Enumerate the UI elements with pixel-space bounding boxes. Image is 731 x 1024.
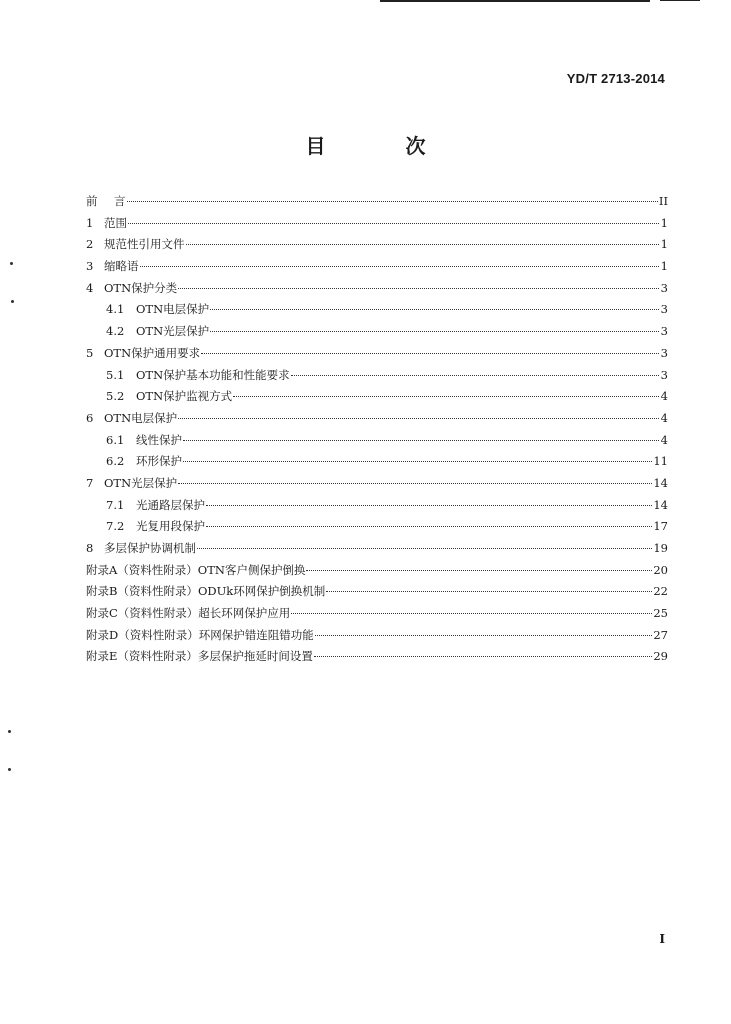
toc-entry[interactable] (86, 236, 668, 258)
toc-entry-page: 29 (653, 649, 668, 664)
toc-entry-label: 光通路层保护 (136, 497, 205, 512)
scan-speck (8, 730, 11, 733)
toc-leader-dots (178, 287, 659, 289)
toc-leader-dots (183, 460, 652, 462)
toc-leader-dots (197, 547, 652, 549)
toc-entry[interactable] (86, 453, 668, 475)
toc-leader-dots (186, 243, 660, 245)
toc-entry-number: 7 (86, 475, 94, 490)
toc-leader-dots (210, 308, 659, 310)
toc-entry-label: 附录A（资料性附录）OTN客户侧保护倒换 (86, 562, 306, 577)
toc-entry[interactable] (86, 540, 668, 562)
toc-leader-dots (128, 222, 659, 224)
toc-entry-label: 缩略语 (104, 259, 139, 274)
toc-entry-number: 3 (86, 259, 94, 274)
scan-edge-line-right (660, 0, 700, 1)
toc-entry-label: OTN电层保护 (104, 410, 178, 425)
page-title: 目 次 (305, 134, 456, 158)
toc-entry-number: 前 (86, 194, 98, 208)
toc-entry[interactable] (86, 432, 668, 454)
toc-entry-label: OTN电层保护 (136, 302, 210, 317)
scan-speck (8, 768, 11, 771)
toc-entry-label: 附录C（资料性附录）超长环网保护应用 (86, 606, 291, 621)
toc-entry-label: 范围 (104, 215, 127, 230)
toc-entry-page: 11 (653, 454, 668, 469)
toc-leader-dots (183, 439, 659, 441)
toc-entry-number: 5.2 (106, 389, 125, 404)
toc-entry-page: 3 (660, 302, 668, 317)
toc-leader-dots (140, 265, 660, 267)
toc-entry-label: 附录E（资料性附录）多层保护拖延时间设置 (86, 649, 313, 664)
toc-entry-page: 17 (653, 519, 668, 534)
toc-entry-page: 27 (653, 627, 668, 642)
toc-entry-number: 5 (86, 345, 94, 360)
toc-entry-label: 规范性引用文件 (104, 237, 185, 252)
toc-entry[interactable] (86, 562, 668, 584)
toc-entry[interactable] (86, 497, 668, 519)
toc-leader-dots (291, 374, 659, 376)
toc-entry-number: 4.2 (106, 324, 125, 339)
toc-leader-dots (233, 395, 659, 397)
toc-leader-dots (314, 655, 652, 657)
scan-speck (11, 300, 14, 303)
toc-entry-page: 4 (660, 389, 668, 404)
toc-entry-number: 1 (86, 215, 94, 230)
toc-entry-number: 7.1 (106, 497, 125, 512)
document-number: YD/T 2713-2014 (566, 71, 665, 86)
toc-entry-page: 1 (660, 237, 668, 252)
toc-entry[interactable] (86, 518, 668, 540)
table-of-contents (86, 193, 668, 670)
toc-entry-label: OTN保护监视方式 (136, 389, 233, 404)
toc-leader-dots (315, 634, 653, 636)
toc-leader-dots (306, 569, 652, 571)
toc-entry-page: 25 (653, 606, 668, 621)
toc-entry-number: 7.2 (106, 519, 125, 534)
toc-entry-page: 3 (660, 367, 668, 382)
toc-leader-dots (178, 482, 652, 484)
toc-entry[interactable] (86, 410, 668, 432)
toc-entry[interactable] (86, 627, 668, 649)
toc-entry-label: 言 (114, 194, 126, 208)
toc-entry[interactable] (86, 345, 668, 367)
toc-entry[interactable] (86, 280, 668, 302)
toc-entry-number: 6.2 (106, 454, 125, 469)
toc-entry[interactable] (86, 323, 668, 345)
toc-leader-dots (178, 417, 659, 419)
toc-entry-page: 1 (660, 215, 668, 230)
toc-entry[interactable] (86, 648, 668, 670)
toc-leader-dots (206, 525, 652, 527)
toc-entry-page: 3 (660, 280, 668, 295)
toc-entry-page: 3 (660, 324, 668, 339)
toc-leader-dots (326, 590, 652, 592)
toc-entry[interactable] (86, 215, 668, 237)
scan-speck (10, 262, 13, 265)
toc-entry[interactable] (86, 367, 668, 389)
toc-entry-label: 多层保护协调机制 (104, 541, 196, 555)
toc-leader-dots (201, 352, 659, 354)
toc-entry[interactable] (86, 193, 668, 215)
toc-entry-label: OTN光层保护 (104, 475, 178, 490)
toc-entry[interactable] (86, 388, 668, 410)
toc-entry-number: 2 (86, 237, 94, 252)
toc-entry-page: 19 (653, 541, 668, 555)
toc-leader-dots (206, 504, 652, 506)
toc-entry-label: 附录B（资料性附录）ODUk环网保护倒换机制 (86, 584, 326, 599)
toc-entry-page: 14 (653, 497, 668, 512)
toc-entry-number: 6 (86, 410, 94, 425)
toc-entry-label: 光复用段保护 (136, 519, 205, 534)
toc-leader-dots (127, 200, 658, 202)
toc-entry-number: 5.1 (106, 367, 125, 382)
toc-leader-dots (291, 612, 652, 614)
toc-entry-number: 4 (86, 280, 94, 295)
toc-entry-page: 4 (660, 410, 668, 425)
toc-entry-number: 4.1 (106, 302, 125, 317)
toc-entry-label: OTN光层保护 (136, 324, 210, 339)
toc-entry-page: 20 (653, 562, 668, 577)
toc-entry-page: II (658, 194, 668, 208)
toc-entry-label: OTN保护通用要求 (104, 345, 201, 360)
page-number: I (659, 932, 665, 946)
toc-entry-label: OTN保护分类 (104, 280, 178, 295)
toc-entry-label: OTN保护基本功能和性能要求 (136, 367, 290, 382)
toc-entry[interactable] (86, 475, 668, 497)
toc-entry[interactable] (86, 301, 668, 323)
toc-entry[interactable] (86, 583, 668, 605)
scan-edge-line (380, 0, 650, 2)
toc-entry-page: 14 (653, 475, 668, 490)
toc-leader-dots (210, 330, 659, 332)
toc-entry[interactable] (86, 258, 668, 280)
toc-entry-number: 6.1 (106, 432, 125, 447)
toc-entry-page: 22 (653, 584, 668, 599)
toc-entry-number: 8 (86, 541, 94, 555)
toc-entry-page: 3 (660, 345, 668, 360)
toc-entry-label: 线性保护 (136, 432, 182, 447)
toc-entry-label: 环形保护 (136, 454, 182, 469)
toc-entry-label: 附录D（资料性附录）环网保护错连阻错功能 (86, 627, 314, 642)
toc-entry[interactable] (86, 605, 668, 627)
toc-entry-page: 1 (660, 259, 668, 274)
toc-entry-page: 4 (660, 432, 668, 447)
